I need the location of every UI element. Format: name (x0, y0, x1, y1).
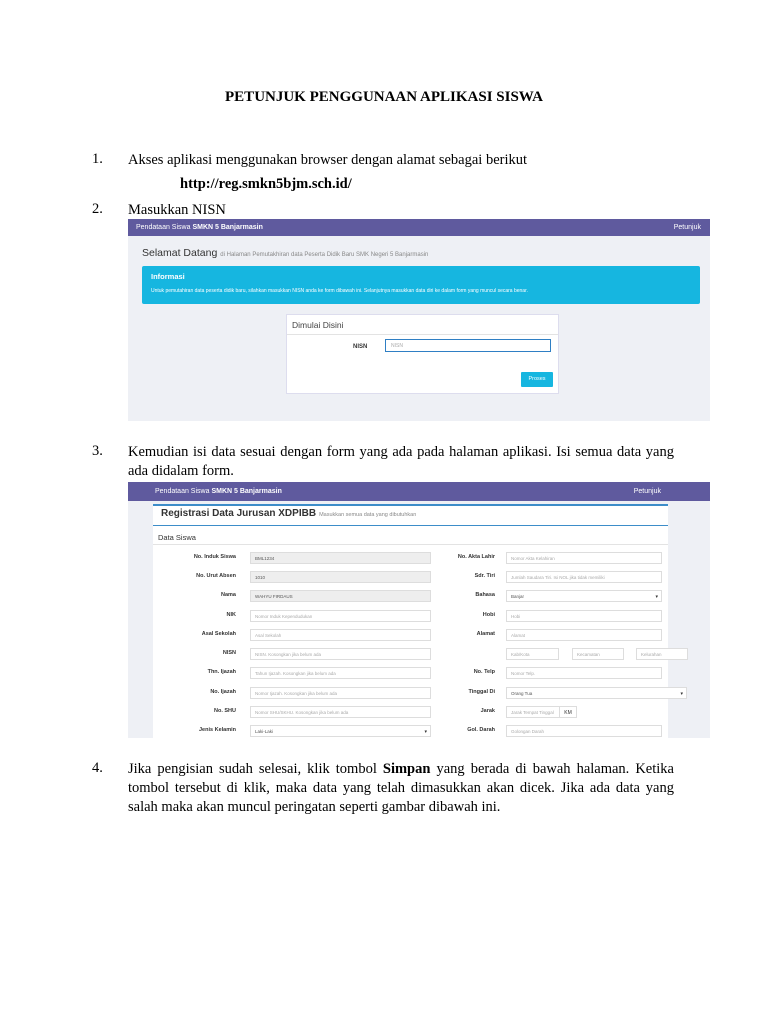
nisn-input: NISN (385, 339, 551, 352)
nik-input: Nomor Induk Kependudukan (250, 610, 431, 622)
telp-input: Nomor Telp. (506, 667, 662, 679)
welcome-subtitle: di Halaman Pemutakhiran data Peserta Didik Baru SMK Negeri 5 Banjarmasin (220, 252, 429, 258)
field-label: No. Akta Lahir (457, 554, 495, 560)
section-divider (153, 544, 668, 545)
registration-title: Registrasi Data Jurusan XDPIBB Masukkan semua data yang dibutuhkan (161, 508, 417, 519)
field-label: Tinggal Di (468, 689, 495, 695)
jenis-kelamin-select: Laki-Laki ▾ (250, 725, 431, 737)
section-title: Data Siswa (158, 533, 196, 542)
field-label: Alamat (476, 631, 495, 637)
field-label: No. Ijazah (210, 689, 236, 695)
start-card (286, 314, 559, 394)
registration-subtitle: Masukkan semua data yang dibutuhkan (319, 512, 417, 518)
nav-petunjuk: Petunjuk (633, 488, 661, 495)
field-label: Thn. Ijazah (207, 669, 236, 675)
registration-panel (153, 504, 683, 738)
field-label: NISN (222, 650, 236, 656)
field-label: Sdr. Tiri (474, 573, 495, 579)
document-title: PETUNJUK PENGGUNAAN APLIKASI SISWA (225, 89, 543, 105)
nis-input: BML1234 (250, 552, 431, 564)
gol-darah-input: Golongan Darah (506, 725, 662, 737)
card-divider (287, 334, 558, 335)
sdr-tiri-input: Jumlah Saudara Tiri. Isi NOL jika tidak memiliki (506, 571, 662, 583)
jarak-unit: KM (559, 706, 577, 718)
step-number: 2. (92, 201, 103, 217)
info-text: Untuk pemutahiran data peserta didik baru, silahkan masukkan NISN anda ke form dibawah ini. Selanjutnya masukkan data diri ke dalam form yang muncul secara benar. (151, 288, 528, 294)
alamat-input: Alamat (506, 629, 662, 641)
info-box (142, 266, 700, 304)
tinggal-di-select: Orang Tua ▾ (506, 687, 687, 699)
no-ijazah-input: Nomor Ijazah. Kosongkan jika belum ada (250, 687, 431, 699)
step-text: Akses aplikasi menggunakan browser dengan alamat sebagai berikut (128, 152, 528, 168)
jarak-input: Jarak Tempat Tinggal (506, 706, 560, 718)
step-text: Kemudian isi data sesuai dengan form yang ada pada halaman aplikasi. Isi semua data yang ada didalam form. (128, 444, 674, 479)
field-label: Asal Sekolah (201, 631, 236, 637)
app-url: http://reg.smkn5bjm.sch.id/ (180, 176, 352, 192)
registration-screenshot (128, 482, 710, 738)
nav-petunjuk: Petunjuk (673, 224, 701, 231)
nisn-input: NISN. Kosongkan jika belum ada (250, 648, 431, 660)
akta-lahir-input: Nomor Akta Kelahiran (506, 552, 662, 564)
simpan-emphasis: Simpan (382, 761, 431, 777)
nama-input: WAHYU FIRDAUS (250, 590, 431, 602)
chevron-down-icon: ▾ (680, 691, 683, 697)
kabkota-input: Kab/Kota (506, 648, 559, 660)
kecamatan-input: Kecamatan (572, 648, 624, 660)
field-label: Jenis Kelamin (199, 727, 236, 733)
navbar-brand: Pendataan Siswa SMKN 5 Banjarmasin (155, 488, 282, 495)
welcome-heading: Selamat Datang di Halaman Pemutakhiran data Peserta Didik Baru SMK Negeri 5 Banjarmasin (142, 247, 429, 259)
absen-input: 1010 (250, 571, 431, 583)
field-label: Hobi (482, 612, 495, 618)
navbar-brand: Pendataan Siswa SMKN 5 Banjarmasin (136, 224, 263, 231)
navbar (128, 219, 710, 236)
step-number: 1. (92, 151, 103, 167)
bahasa-select: Banjar ▾ (506, 590, 662, 602)
hobi-input: Hobi (506, 610, 662, 622)
field-label: Jarak (480, 708, 495, 714)
asal-sekolah-input: Asal Sekolah (250, 629, 431, 641)
field-label: No. Induk Siswa (193, 554, 236, 560)
navbar (128, 482, 710, 501)
field-label: No. Urut Absen (196, 573, 236, 579)
chevron-down-icon: ▾ (424, 729, 427, 735)
field-label: No. SHU (214, 708, 236, 714)
login-screenshot (128, 219, 710, 421)
step-text: Jika pengisian sudah selesai, klik tombol Simpan yang berada di bawah halaman. Ketika tombol tersebut di klik, maka data yang telah dimasukkan akan dicek. Jika ada data yang salah maka akan muncul peringatan seperti gambar dibawah ini. (128, 761, 674, 815)
kelurahan-input: Kelurahan (636, 648, 688, 660)
card-title: Dimulai Disini (292, 320, 344, 330)
step-number: 3. (92, 443, 103, 459)
chevron-down-icon: ▾ (655, 594, 658, 600)
step-number: 4. (92, 760, 103, 776)
proses-button: Proses (521, 372, 553, 387)
field-label: NIK (226, 612, 236, 618)
info-title: Informasi (151, 272, 185, 281)
title-divider (153, 525, 668, 526)
nisn-label: NISN (353, 344, 368, 350)
field-label: Bahasa (475, 592, 495, 598)
thn-ijazah-input: Tahun Ijazah. Kosongkan jika belum ada (250, 667, 431, 679)
step-text: Masukkan NISN (128, 202, 226, 218)
field-label: No. Telp (473, 669, 495, 675)
no-shu-input: Nomor SHU/SKHU. Kosongkan jika belum ada (250, 706, 431, 718)
field-label: Gol. Darah (467, 727, 495, 733)
field-label: Nama (221, 592, 236, 598)
